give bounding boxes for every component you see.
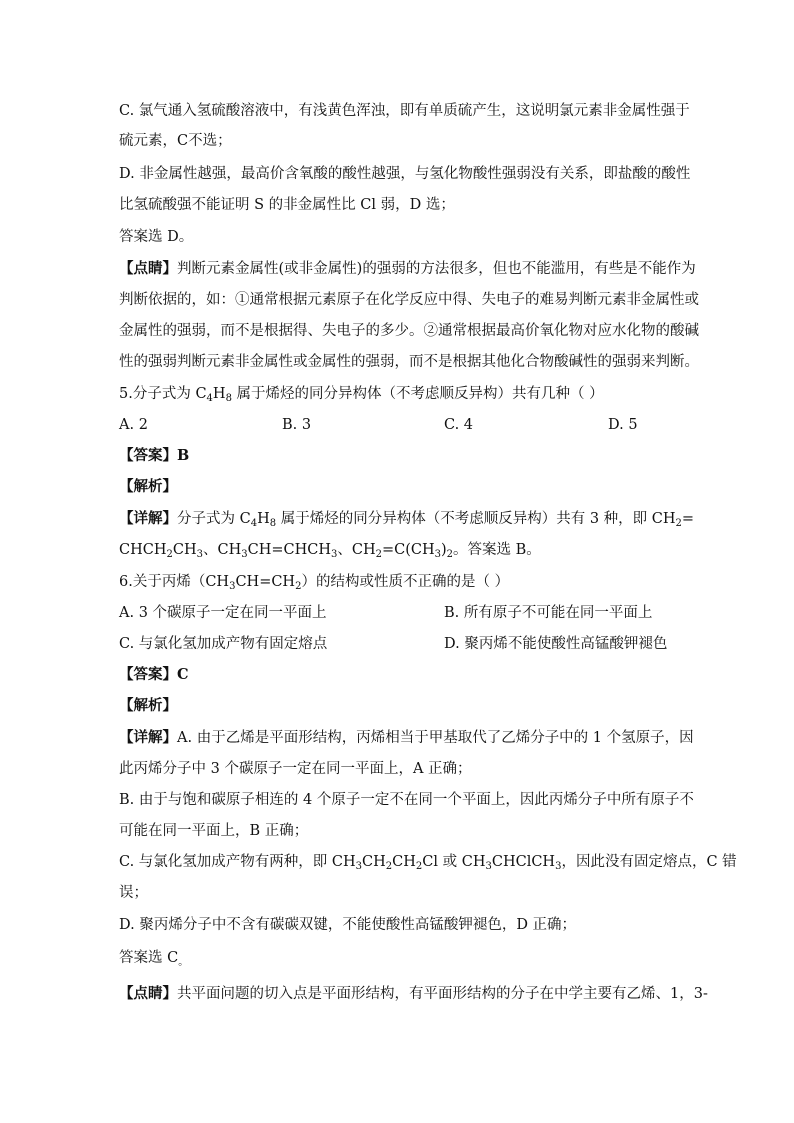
text-line: B. 由于与饱和碳原子相连的 4 个原子一定不在同一个平面上，因此丙烯分子中所有原子不 xyxy=(119,792,694,808)
question-5: 5.分子式为 $C_4H_8$ 属于烯烃的同分异构体（不考虑顺反异构）共有几种（ ） xyxy=(119,386,604,404)
answer-label: 【答案】B xyxy=(119,447,190,464)
text-line: C. 氯气通入氢硫酸溶液中，有浅黄色浑浊，即有单质硫产生，这说明氯元素非金属性强于 xyxy=(119,103,690,119)
option-c: C. 与氯化氢加成产物有固定熔点 xyxy=(119,636,328,652)
text-line: 硫元素，C不选； xyxy=(119,133,232,149)
text-line: 金属性的强弱，而不是根据得、失电子的多少。②通常根据最高价氧化物对应水化物的酸碱 xyxy=(119,323,699,339)
answer-line: 答案选 $C_。$ xyxy=(119,950,189,968)
tip-paragraph-line: 【点睛】判断元素金属性(或非金属性)的强弱的方法很多，但也不能滥用，有些是不能作为 xyxy=(119,260,696,277)
text-line: D. 非金属性越强，最高价含氧酸的酸性越强，与氢化物酸性强弱没有关系，即盐酸的酸性 xyxy=(119,166,691,182)
detail-line: 【详解】A. 由于乙烯是平面形结构，丙烯相当于甲基取代了乙烯分子中的 1 个氢原子，因 xyxy=(119,729,694,746)
text-line: 可能在同一平面上，B 正确； xyxy=(119,823,309,839)
option-d: D. 5 xyxy=(608,417,638,433)
text-line: 性的强弱判断元素非金属性或金属性的强弱，而不是根据其他化合物酸碱性的强弱来判断。 xyxy=(119,354,699,370)
tip-tag: 【点睛】 xyxy=(119,985,177,1002)
text-line: 此丙烯分子中 3 个碳原子一定在同一平面上，A 正确； xyxy=(119,761,472,777)
option-b: B. 所有原子不可能在同一平面上 xyxy=(444,605,653,621)
text-line: 判断依据的，如：①通常根据元素原子在化学反应中得、失电子的难易判断元素非金属性或 xyxy=(119,292,699,308)
option-b: B. 3 xyxy=(282,417,312,433)
text-line: 误； xyxy=(119,885,148,901)
text-line: 答案选 D。 xyxy=(119,229,194,245)
tip-paragraph-line: 【点睛】共平面问题的切入点是平面形结构，有平面形结构的分子在中学主要有乙烯、1，3- xyxy=(119,985,708,1002)
tip-tag: 【点睛】 xyxy=(119,260,177,277)
detail-line: 【详解】分子式为 $C_4H_8$ 属于烯烃的同分异构体（不考虑顺反异构）共有 3 种，即 $CH_2=$ xyxy=(119,510,695,529)
analysis-label: 【解析】 xyxy=(119,478,177,495)
option-d: D. 聚丙烯不能使酸性高锰酸钾褪色 xyxy=(444,636,668,652)
option-a: A. 2 xyxy=(119,417,148,433)
question-6: 6.关于丙烯$(CH_3CH=CH_2)$的结构或性质不正确的是（ ） xyxy=(119,574,510,592)
detail-line: $CHCH_2CH_3$、$CH_3CH=CHCH_3$、$CH_2=C(CH_3)_2$。答案选 B。 xyxy=(119,542,541,560)
text-line: 比氢硫酸强不能证明 S 的非金属性比 Cl 弱，D 选； xyxy=(119,197,455,213)
analysis-label: 【解析】 xyxy=(119,697,177,714)
answer-label: 【答案】C xyxy=(119,666,189,683)
text-line: D. 聚丙烯分子中不含有碳碳双键，不能使酸性高锰酸钾褪色，D 正确； xyxy=(119,917,577,933)
option-a: A. 3 个碳原子一定在同一平面上 xyxy=(119,605,327,621)
option-c: C. 4 xyxy=(444,417,474,433)
detail-line: C. 与氯化氢加成产物有两种，即 $CH_3CH_2CH_2Cl$ 或 $CH_3CHClCH_3$，因此没有固定熔点，C 错 xyxy=(119,854,737,872)
